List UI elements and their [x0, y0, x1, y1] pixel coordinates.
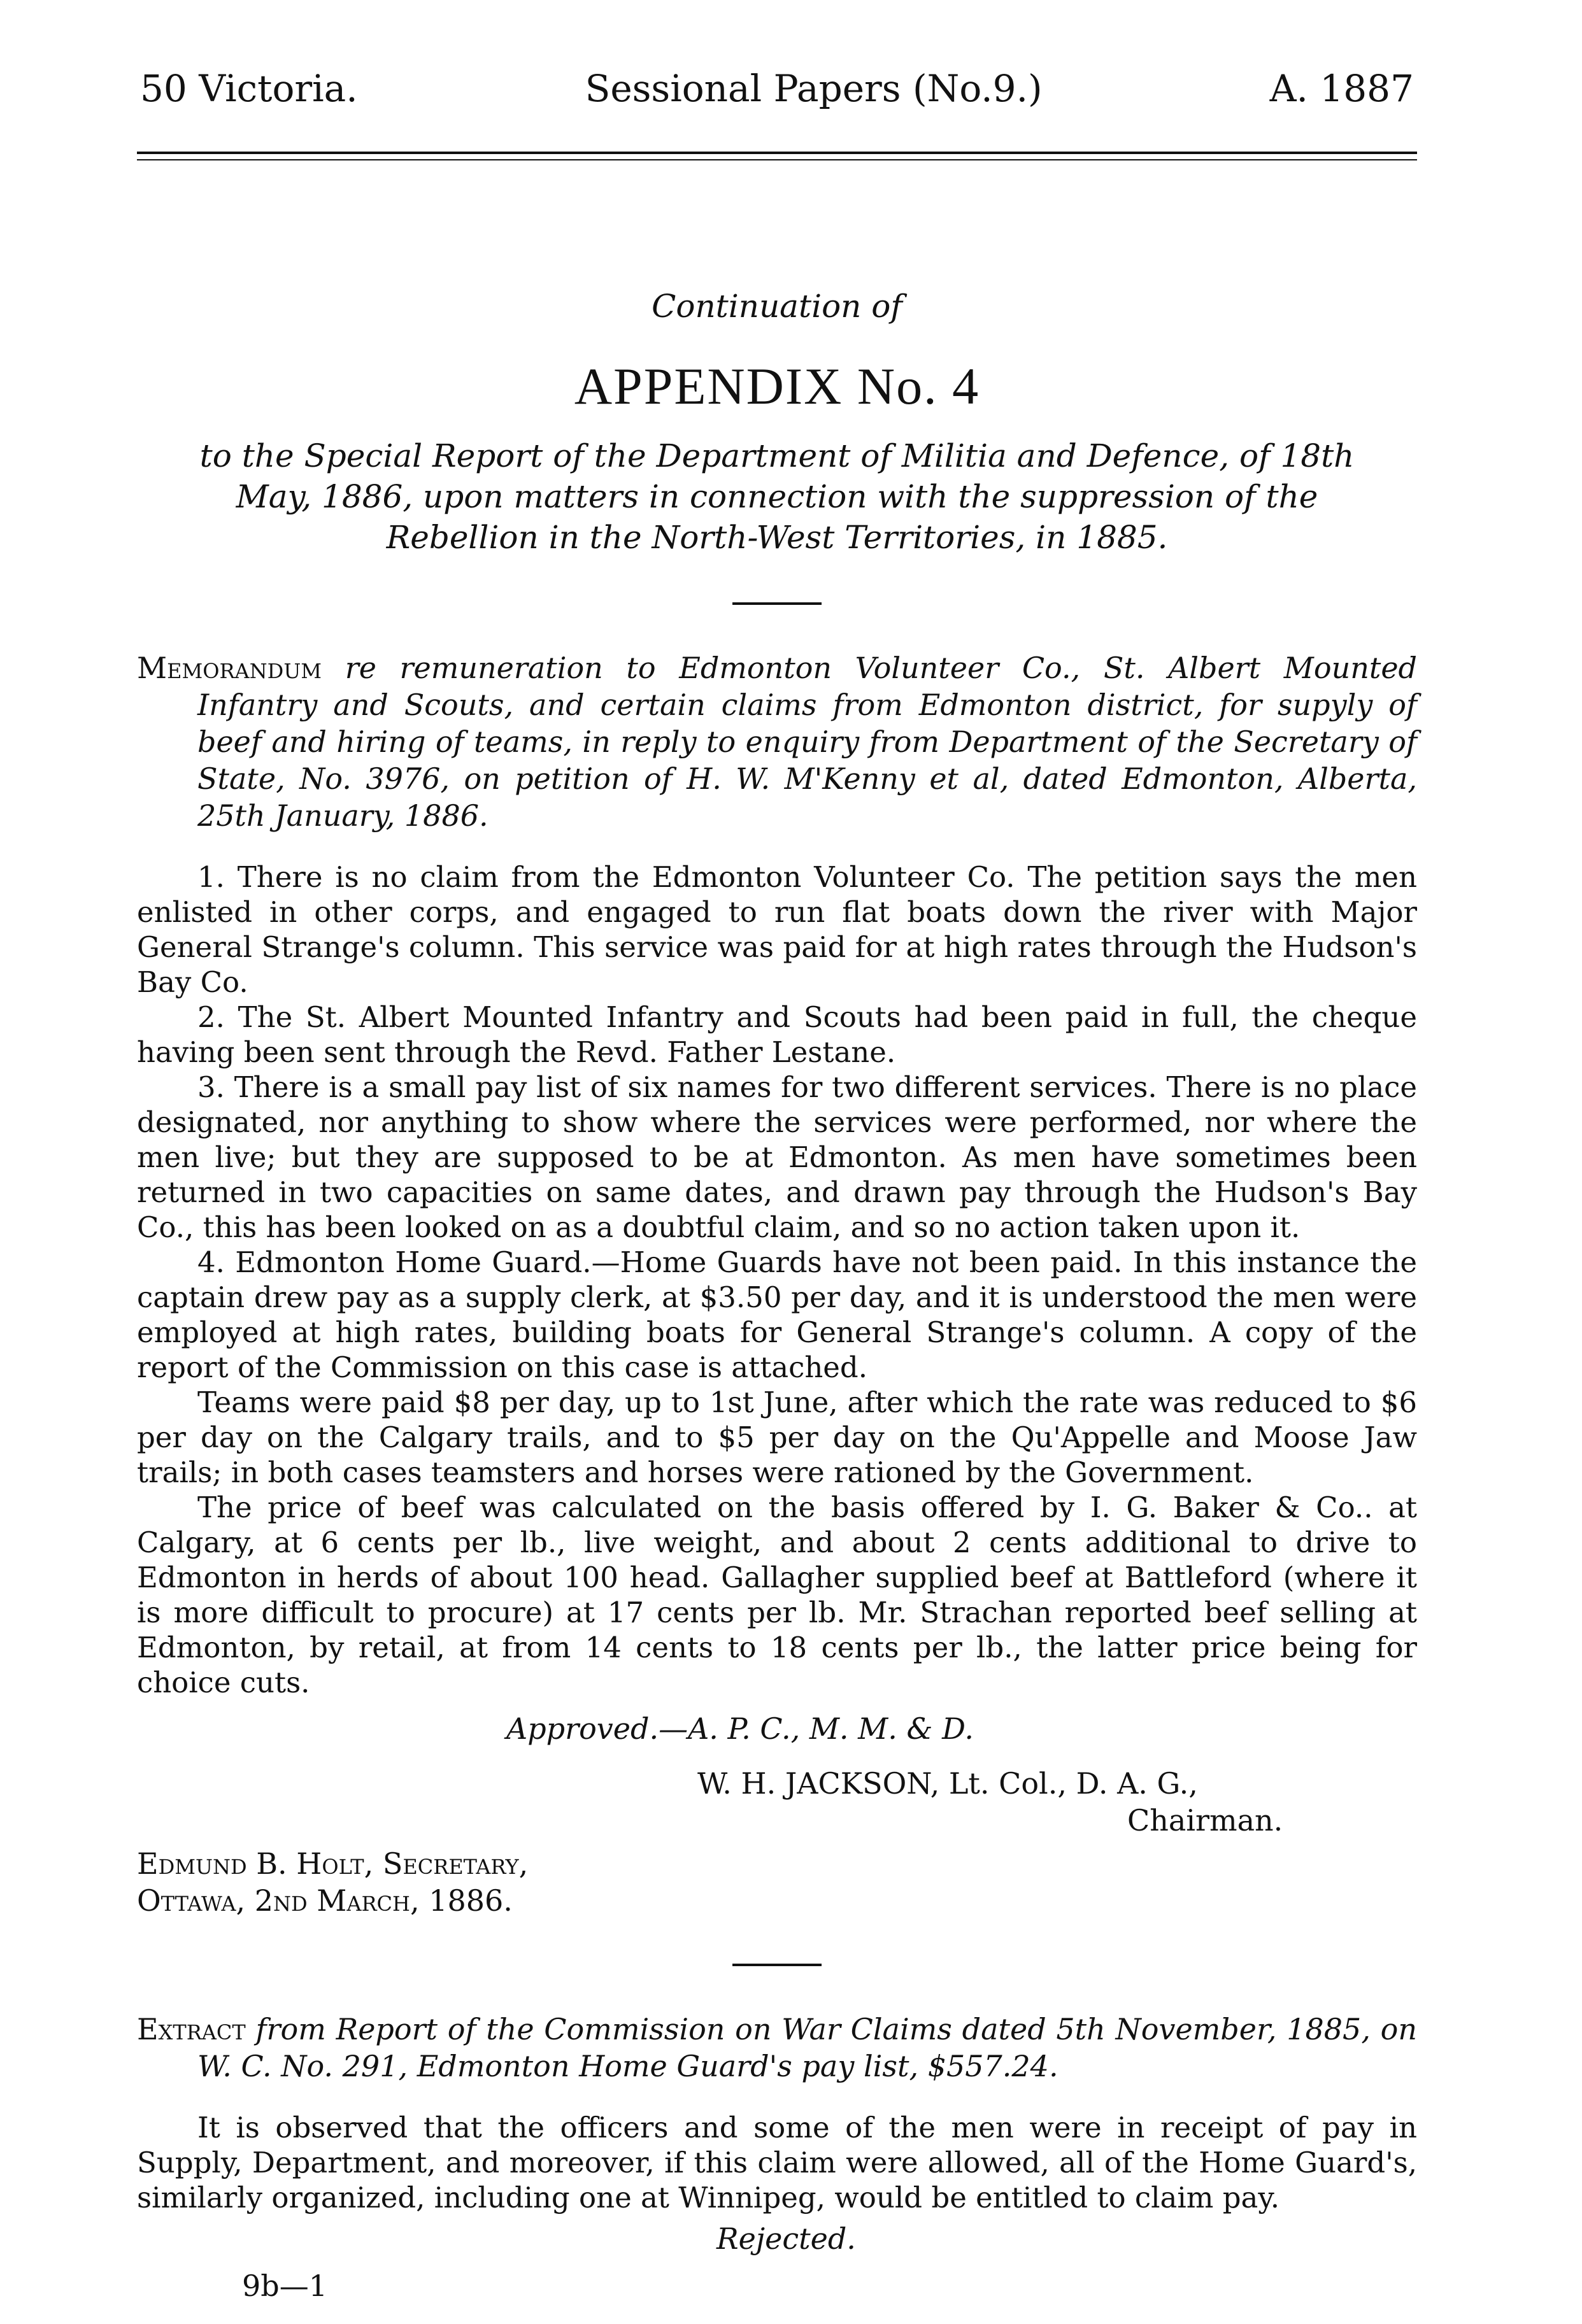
extract-heading [137, 2011, 1417, 2085]
running-head-center: Sessional Papers (No.9.) [585, 67, 1043, 110]
extract-text: from Report of the Commission on War Claims dated 5th November, 1885, on W. C. No. 291, Edmonton Home Guard's pay list, $557.24. [197, 2012, 1418, 2083]
paragraph: 1. There is no claim from the Edmonton Volunteer Co. The petition says the men enlisted in other corps, and engaged to run flat boats down the river with Major General Strange's column. This service was paid for at high rates through the Hudson's Bay Co. [137, 860, 1417, 999]
header-rule [137, 152, 1417, 160]
signature-block [137, 1765, 1417, 1839]
paragraph: 2. The St. Albert Mounted Infantry and Scouts had been paid in full, the cheque having been sent through the Revd. Father Lestane. [137, 1000, 1417, 1069]
appendix-title: APPENDIX No. 4 [574, 357, 980, 415]
signature-mark: 9b—1 [242, 2269, 327, 2303]
extract-lead: Extract [137, 2012, 246, 2046]
paragraph: It is observed that the officers and some of the men were in receipt of pay in Supply, Department, and moreover, if this claim were allowed, all of the Home Guard's, similarly organized, including one at Winnipeg, would be entitled to claim pay. [137, 2111, 1417, 2214]
approval-line: Approved.—A. P. C., M. M. & D. [506, 1711, 974, 1746]
memorandum-text: re remuneration to Edmonton Volunteer Co., St. Albert Mounted Infantry and Scouts, and certain claims from Edmonton district, for supyly of beef and hiring of teams, in reply to enquiry from Department of the Secretary of State, No. 3976, on petition of H. W. M'Kenny et al, dated Edmonton, Alberta, 25th January, 1886. [197, 651, 1417, 833]
paragraph: The price of beef was calculated on the basis offered by I. G. Baker & Co.. at Calgary, at 6 cents per lb., live weight, and about 2 cents additional to drive to Edmonton in herds of about 100 head. Gallagher supplied beef at Battleford (where it is more difficult to procure) at 17 cents per lb. Mr. Strachan reported beef selling at Edmonton, by retail, at from 14 cents to 18 cents per lb., the latter price being for choice cuts. [137, 1491, 1417, 1699]
appendix-subtitle: to the Special Report of the Department of Militia and Defence, of 18th May, 1886, upon matters in connection with the suppression of the Rebellion in the North-West Territories, in 1885. [199, 437, 1355, 556]
secretary-place-date: Ottawa, 2nd March, 1886. [137, 1883, 513, 1918]
running-head-right: A. 1887 [1269, 67, 1414, 110]
paragraph: 4. Edmonton Home Guard.—Home Guards have not been paid. In this instance the captain drew pay as a supply clerk, at $3.50 per day, and it is understood the men were employed at high rates, building boats for General Strange's column. A copy of the report of the Commission on this case is attached. [137, 1245, 1417, 1384]
rejected-verdict: Rejected. [716, 2221, 856, 2256]
paragraph: 3. There is a small pay list of six names for two different services. There is no place designated, nor anything to show where the services were performed, nor where the men live; but they are supposed to be at Edmonton. As men have sometimes been returned in two capacities on same dates, and drawn pay through the Hudson's Bay Co., this has been looked on as a doubtful claim, and so no action taken upon it. [137, 1070, 1417, 1244]
running-head-left: 50 Victoria. [140, 67, 358, 110]
secretary-block [137, 1845, 1417, 1919]
paragraph: Teams were paid $8 per day, up to 1st June, after which the rate was reduced to $6 per day on the Calgary trails, and to $5 per day on the Qu'Appelle and Moose Jaw trails; in both cases teamsters and horses were rationed by the Government. [137, 1385, 1417, 1489]
memorandum-lead: Memorandum [137, 651, 322, 685]
memorandum-body [137, 860, 1417, 1700]
section-divider [732, 1964, 822, 1966]
memorandum-heading [137, 649, 1417, 834]
section-divider [732, 602, 822, 605]
document-page [137, 67, 1418, 2303]
continuation-label: Continuation of [652, 288, 902, 325]
secretary-line: Edmund B. Holt, Secretary, [137, 1846, 529, 1881]
signature-name: W. H. JACKSON, Lt. Col., D. A. G., [697, 1766, 1198, 1801]
signature-role: Chairman. [1127, 1803, 1283, 1838]
running-head [137, 67, 1417, 110]
extract-body [137, 2110, 1417, 2215]
